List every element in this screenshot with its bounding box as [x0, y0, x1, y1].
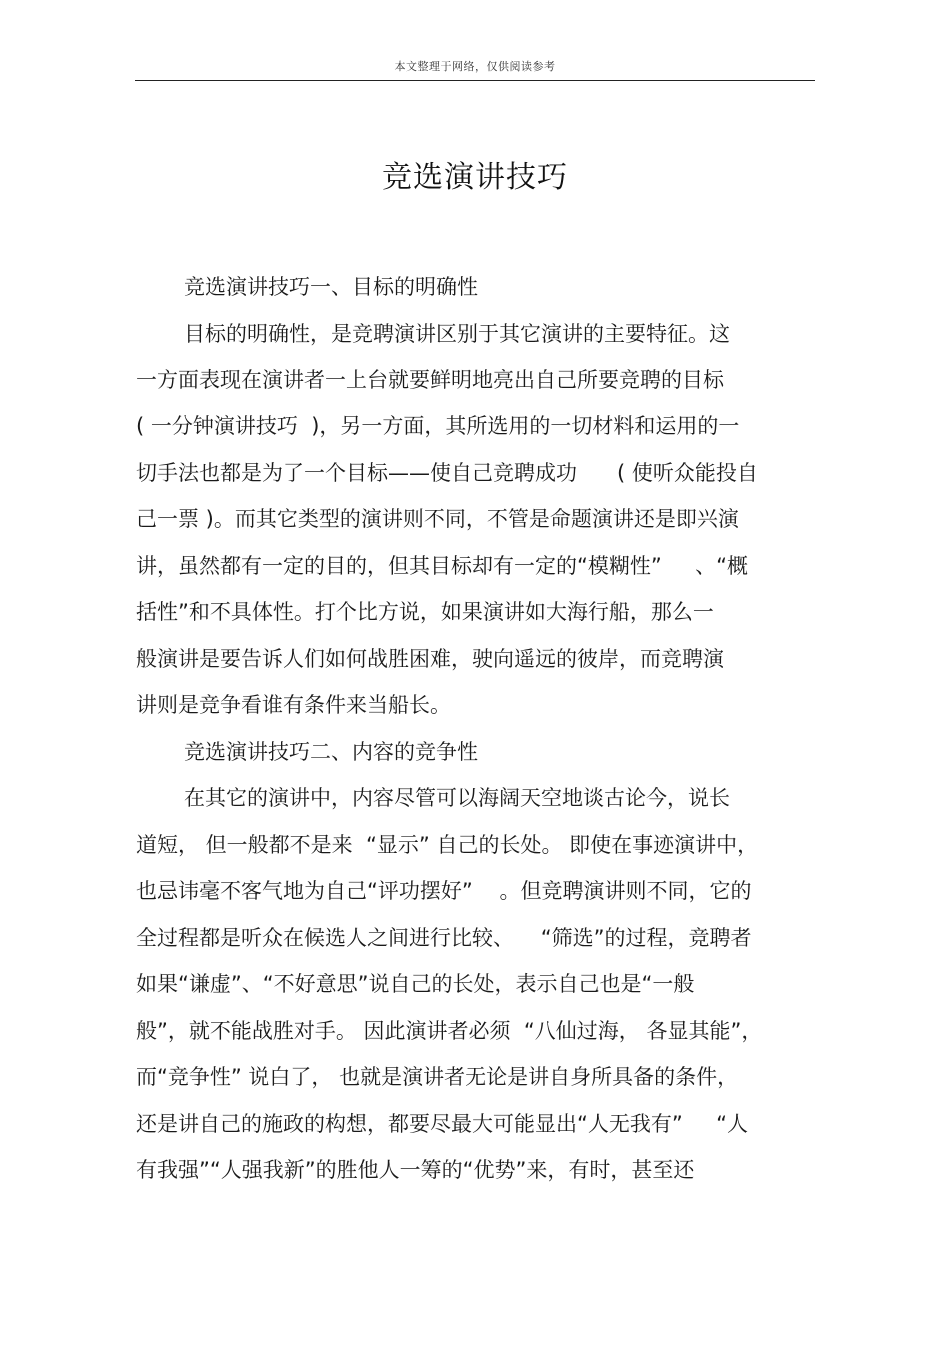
document-title: 竞选演讲技巧: [382, 160, 568, 195]
paragraph-line: 如果“谦虚”、“不好意思”说自己的长处，表示自己也是“一般: [136, 972, 695, 996]
paragraph-line: 目标的明确性，是竞聘演讲区别于其它演讲的主要特征。这: [184, 322, 730, 346]
paragraph-line: 道短， 但一般都不是来 “显示” 自己的长处。 即使在事迹演讲中，: [136, 833, 759, 857]
section-heading-1: 竞选演讲技巧一、目标的明确性: [184, 275, 478, 299]
paragraph-line: 而“竞争性” 说白了， 也就是演讲者无论是讲自身所具备的条件，: [136, 1065, 739, 1089]
paragraph-line: 有我强”“人强我新”的胜他人一筹的“优势”来，有时，甚至还: [136, 1158, 695, 1182]
paragraph-line: 讲则是竞争看谁有条件来当船长。: [136, 693, 451, 717]
paragraph-line: 一方面表现在演讲者一上台就要鲜明地亮出自己所要竞聘的目标: [136, 368, 724, 392]
paragraph-line: 般”，就不能战胜对手。 因此演讲者必须 “八仙过海， 各显其能”，: [136, 1019, 763, 1043]
paragraph-line: 全过程都是听众在候选人之间进行比较、 “筛选”的过程，竞聘者: [136, 926, 752, 950]
paragraph-line: 般演讲是要告诉人们如何战胜困难，驶向遥远的彼岸，而竞聘演: [136, 647, 724, 671]
paragraph-line: 己一票 )。而其它类型的演讲则不同，不管是命题演讲还是即兴演: [136, 507, 739, 531]
paragraph-line: 也忌讳毫不客气地为自己“评功摆好” 。但竞聘演讲则不同，它的: [136, 879, 752, 903]
page-header: [135, 58, 815, 81]
header-text: 本文整理于网络，仅供阅读参考: [394, 60, 556, 73]
paragraph-line: ( 一分钟演讲技巧 )，另一方面，其所选用的一切材料和运用的一: [136, 414, 740, 438]
section-heading-2: 竞选演讲技巧二、内容的竞争性: [184, 740, 478, 764]
paragraph-line: 讲，虽然都有一定的目的，但其目标却有一定的“模糊性” 、“概: [136, 554, 749, 578]
paragraph-line: 括性”和不具体性。打个比方说，如果演讲如大海行船，那么一: [136, 600, 714, 624]
paragraph-line: 还是讲自己的施政的构想，都要尽最大可能显出“人无我有” “人: [136, 1112, 749, 1136]
paragraph-line: 切手法也都是为了一个目标——使自己竞聘成功 ( 使听众能投自: [136, 461, 758, 485]
paragraph-line: 在其它的演讲中，内容尽管可以海阔天空地谈古论今，说长: [184, 786, 730, 810]
